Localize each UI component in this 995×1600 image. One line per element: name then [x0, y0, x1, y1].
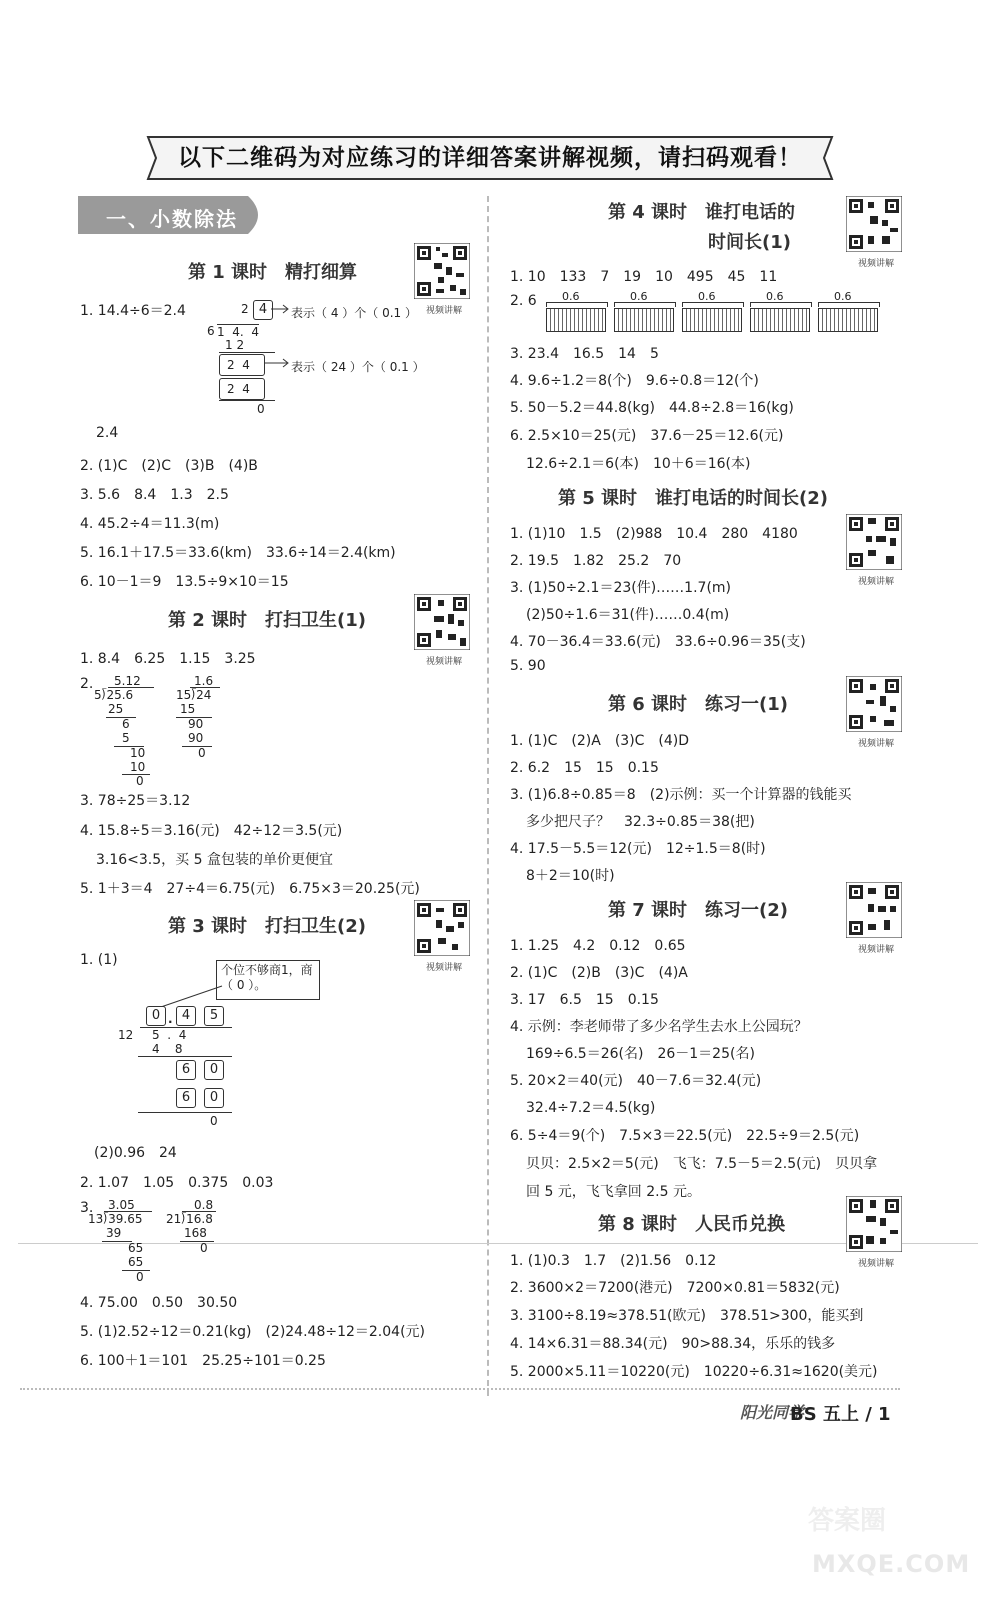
div-step: 0 — [200, 1241, 208, 1255]
fig-remainder: 0 — [210, 1114, 218, 1128]
l4-q2-label: 2. 6 — [510, 293, 537, 309]
div-step: 10 — [130, 760, 146, 774]
lesson-4-title-b: 时间长(1) — [708, 232, 791, 253]
fig-divisor: 6 — [207, 324, 215, 338]
qr-code-icon[interactable] — [846, 514, 902, 570]
l3-q4: 4. 75.00 0.50 30.50 — [80, 1295, 238, 1311]
l1-q6: 6. 10－1＝9 13.5÷9×10＝15 — [80, 574, 289, 590]
watermark-url: MXQE.COM — [812, 1550, 971, 1578]
div-dividend: 15⟌24 — [176, 688, 212, 702]
qr-code-icon[interactable] — [846, 676, 902, 732]
bar-segment — [546, 308, 606, 332]
l1-division-figure — [205, 296, 425, 416]
fig-box-quotient: 5 — [204, 1006, 224, 1026]
top-banner — [140, 133, 840, 183]
l3-q6: 6. 100＋1＝101 25.25÷101＝0.25 — [80, 1353, 326, 1369]
qr-caption: 视频讲解 — [857, 1259, 894, 1269]
qr-caption: 视频讲解 — [425, 306, 462, 316]
div-quotient: 0.8 — [194, 1198, 214, 1212]
fig-rule — [138, 1056, 232, 1057]
qr-block-4[interactable] — [846, 196, 906, 269]
l4-q5: 5. 50－5.2＝44.8(kg) 44.8÷2.8＝16(kg) — [510, 400, 794, 416]
l6-q1: 1. (1)C (2)A (3)C (4)D — [510, 733, 690, 749]
l1-q5: 5. 16.1＋17.5＝33.6(km) 33.6÷14＝2.4(km) — [80, 545, 396, 561]
div-step: 0 — [136, 774, 144, 788]
l4-bar-figure — [546, 290, 886, 336]
qr-code-icon[interactable] — [414, 900, 470, 956]
l7-q6a: 6. 5÷4＝9(个) 7.5×3＝22.5(元) 22.5÷9＝2.5(元) — [510, 1128, 860, 1144]
arrow-icon — [271, 304, 291, 314]
div-step: 5 — [122, 731, 130, 745]
l2-division-b — [176, 674, 246, 764]
qr-caption: 视频讲解 — [857, 259, 894, 269]
footer-rule — [20, 1388, 900, 1390]
l4-q1: 1. 10 133 7 19 10 495 45 11 — [510, 269, 778, 285]
bar-segment — [614, 308, 674, 332]
div-step: 168 — [184, 1226, 207, 1240]
div-dividend: 21⟌16.8 — [166, 1212, 213, 1226]
l6-q3a: 3. (1)6.8÷0.85＝8 (2)示例：买一个计算器的钱能买 — [510, 787, 852, 803]
div-step: 10 — [130, 746, 146, 760]
bar-segment-label: 0.6 — [766, 290, 784, 303]
bar-segment-label: 0.6 — [630, 290, 648, 303]
l6-q4a: 4. 17.5－5.5＝12(元) 12÷1.5＝8(时) — [510, 841, 766, 857]
lesson-4-title-a: 第 4 课时 谁打电话的 — [608, 202, 796, 223]
fig-dot: . — [168, 1012, 173, 1026]
lesson-6-title: 第 6 课时 练习一(1) — [608, 694, 789, 715]
l3-division-b — [166, 1198, 236, 1268]
unit-title: 一、小数除法 — [106, 207, 238, 231]
fig-remainder: 0 — [257, 402, 265, 416]
l4-q4: 4. 9.6÷1.2＝8(个) 9.6÷0.8＝12(个) — [510, 373, 759, 389]
l4-q6a: 6. 2.5×10＝25(元) 37.6－25＝12.6(元) — [510, 428, 784, 444]
div-step: 90 — [188, 717, 204, 731]
lesson-5-title: 第 5 课时 谁打电话的时间长(2) — [558, 488, 829, 509]
l8-q5: 5. 2000×5.11＝10220(元) 10220÷6.31≈1620(美元) — [510, 1364, 878, 1380]
fig-dividend: 5 . 4 — [152, 1028, 187, 1042]
qr-block-1[interactable] — [414, 243, 474, 316]
l1-q4: 4. 45.2÷4＝11.3(m) — [80, 516, 220, 532]
footer-brand-logo: 阳光同学 — [740, 1403, 805, 1422]
l7-q6c: 回 5 元，飞飞拿回 2.5 元。 — [526, 1184, 701, 1200]
div-rule — [108, 687, 154, 688]
bar-segment-brace — [750, 302, 812, 307]
l1-q1-answer: 2.4 — [96, 425, 119, 441]
l7-q3: 3. 17 6.5 15 0.15 — [510, 992, 659, 1008]
qr-block-7[interactable] — [846, 882, 906, 955]
fig-box-digit: 4 — [253, 300, 273, 320]
fig-divisor: 12 — [118, 1028, 134, 1042]
l2-q1: 1. 8.4 6.25 1.15 3.25 — [80, 651, 256, 667]
bar-segment-brace — [818, 302, 880, 307]
footer-grade-page: BS 五上 / 1 — [790, 1404, 891, 1425]
div-step: 90 — [188, 731, 204, 745]
lesson-7-title: 第 7 课时 练习一(2) — [608, 900, 789, 921]
bar-segment-brace — [682, 302, 744, 307]
l4-q6b: 12.6÷2.1＝6(本) 10＋6＝16(本) — [526, 456, 751, 472]
fig-box-quotient: 0 — [146, 1006, 166, 1026]
banner-text: 以下二维码为对应练习的详细答案讲解视频，请扫码观看！ — [178, 145, 802, 171]
lesson-1-title: 第 1 课时 精打细算 — [188, 262, 358, 283]
watermark-logo: 答案圈 — [808, 1506, 887, 1536]
l6-q4b: 8＋2＝10(时) — [526, 868, 615, 884]
lesson-8-title: 第 8 课时 人民币兑换 — [598, 1214, 786, 1235]
qr-block-8[interactable] — [846, 1196, 906, 1269]
div-rule — [180, 1241, 214, 1242]
qr-block-3[interactable] — [414, 900, 474, 973]
l5-q5: 5. 90 — [510, 658, 546, 674]
l7-q1: 1. 1.25 4.2 0.12 0.65 — [510, 938, 686, 954]
bar-segment-brace — [546, 302, 608, 307]
bar-segment-brace — [614, 302, 676, 307]
l6-q2: 2. 6.2 15 15 0.15 — [510, 760, 659, 776]
l2-q2-label: 2. — [80, 676, 94, 692]
qr-code-icon[interactable] — [846, 882, 902, 938]
fig-rule — [219, 400, 275, 401]
l6-q3b: 多少把尺子？ 32.3÷0.85＝38(把) — [526, 814, 755, 830]
bar-segment-label: 0.6 — [834, 290, 852, 303]
l1-q2: 2. (1)C (2)C (3)B (4)B — [80, 458, 258, 474]
unit-tab — [78, 196, 268, 234]
qr-block-6[interactable] — [846, 676, 906, 749]
div-step: 25 — [108, 702, 124, 716]
div-rule — [104, 1211, 152, 1212]
l8-q4: 4. 14×6.31＝88.34(元) 90>88.34，乐乐的钱多 — [510, 1336, 836, 1352]
div-step: 39 — [106, 1226, 122, 1240]
l2-q3: 3. 78÷25＝3.12 — [80, 793, 191, 809]
l3-q3-label: 3. — [80, 1200, 94, 1216]
fig-digit-24b: 2 4 — [227, 382, 250, 396]
bar-segment-label: 0.6 — [698, 290, 716, 303]
l3-division-a — [88, 1198, 168, 1288]
div-step: 6 — [122, 717, 130, 731]
bar-segment — [750, 308, 810, 332]
l2-q5: 5. 1＋3＝4 27÷4＝6.75(元) 6.75×3＝20.25(元) — [80, 881, 420, 897]
l3-q1b: (2)0.96 24 — [94, 1145, 177, 1161]
fig-box-quotient: 4 — [176, 1006, 196, 1026]
div-quotient: 5.12 — [114, 674, 141, 688]
bar-segment — [818, 308, 878, 332]
l2-division-a — [94, 674, 174, 788]
l2-q4b: 3.16<3.5，买 5 盒包装的单价更便宜 — [96, 852, 333, 868]
fig-box-remainder: 0 — [204, 1060, 224, 1080]
l7-q5a: 5. 20×2＝40(元) 40－7.6＝32.4(元) — [510, 1073, 762, 1089]
l3-q5: 5. (1)2.52÷12＝0.21(kg) (2)24.48÷12＝2.04(元) — [80, 1324, 425, 1340]
fig-box-remainder: 6 — [176, 1060, 196, 1080]
l4-q3: 3. 23.4 16.5 14 5 — [510, 346, 659, 362]
fig-note-box: 个位不够商1，商（ 0 ）。 — [216, 960, 320, 1000]
fig-dividend: 1 4. 4 — [217, 325, 259, 339]
div-step: 65 — [128, 1241, 144, 1255]
qr-caption: 视频讲解 — [857, 945, 894, 955]
l3-division-figure — [110, 960, 330, 1130]
l1-q1: 1. 14.4÷6＝2.4 — [80, 303, 186, 319]
div-rule — [182, 746, 212, 747]
arrow-icon — [265, 358, 291, 368]
fig-rule — [219, 352, 275, 353]
qr-caption: 视频讲解 — [425, 963, 462, 973]
fig-note-2: 表示（ 24 ）个（ 0.1 ） — [291, 360, 425, 374]
div-rule — [190, 687, 220, 688]
lesson-3-title: 第 3 课时 打扫卫生(2) — [168, 916, 367, 937]
l8-q3: 3. 3100÷8.19≈378.51(欧元) 378.51>300，能买到 — [510, 1308, 864, 1324]
qr-code-icon[interactable] — [846, 1196, 902, 1252]
fig-note-1: 表示（ 4 ）个（ 0.1 ） — [291, 306, 417, 320]
l7-q5b: 32.4÷7.2＝4.5(kg) — [526, 1100, 656, 1116]
qr-caption: 视频讲解 — [857, 577, 894, 587]
l7-q4b: 169÷6.5＝26(名) 26－1＝25(名) — [526, 1046, 755, 1062]
l3-q2: 2. 1.07 1.05 0.375 0.03 — [80, 1175, 274, 1191]
l2-q4a: 4. 15.8÷5＝3.16(元) 42÷12＝3.5(元) — [80, 823, 343, 839]
qr-code-icon[interactable] — [414, 243, 470, 299]
div-dividend: 13⟌39.65 — [88, 1212, 143, 1226]
div-step: 65 — [128, 1255, 144, 1269]
fig-digit-24a: 2 4 — [227, 358, 250, 372]
l3-q1-label: 1. (1) — [80, 952, 118, 968]
column-divider — [487, 196, 489, 1396]
qr-code-icon[interactable] — [414, 594, 470, 650]
div-step: 0 — [136, 1270, 144, 1284]
lesson-2-title: 第 2 课时 打扫卫生(1) — [168, 610, 367, 631]
fig-product: 4 8 — [152, 1042, 183, 1056]
qr-block-2[interactable] — [414, 594, 474, 667]
div-quotient: 1.6 — [194, 674, 214, 688]
bar-segment-label: 0.6 — [562, 290, 580, 303]
l8-q2: 2. 3600×2＝7200(港元) 7200×0.81＝5832(元) — [510, 1280, 840, 1296]
l7-q4a: 4. 示例：李老师带了多少名学生去水上公园玩？ — [510, 1019, 808, 1035]
l5-q3b: (2)50÷1.6＝31(件)……0.4(m) — [526, 607, 730, 623]
div-step: 0 — [198, 746, 206, 760]
l7-q6b: 贝贝：2.5×2＝5(元) 飞飞：7.5－5＝2.5(元) 贝贝拿 — [526, 1156, 878, 1172]
qr-caption: 视频讲解 — [425, 657, 462, 667]
fig-box-remainder: 0 — [204, 1088, 224, 1108]
qr-code-icon[interactable] — [846, 196, 902, 252]
div-step: 15 — [180, 702, 196, 716]
fig-digit: 2 — [241, 302, 249, 316]
fig-rule — [138, 1112, 232, 1113]
l8-q1: 1. (1)0.3 1.7 (2)1.56 0.12 — [510, 1253, 717, 1269]
div-rule — [106, 717, 136, 718]
bar-segment — [682, 308, 742, 332]
div-quotient: 3.05 — [108, 1198, 135, 1212]
qr-block-5[interactable] — [846, 514, 906, 587]
l7-q2: 2. (1)C (2)B (3)C (4)A — [510, 965, 688, 981]
div-rule — [182, 1211, 216, 1212]
fig-box-remainder: 6 — [176, 1088, 196, 1108]
l5-q1: 1. (1)10 1.5 (2)988 10.4 280 4180 — [510, 526, 798, 542]
l5-q4: 4. 70－36.4＝33.6(元) 33.6÷0.96＝35(支) — [510, 634, 806, 650]
l1-q3: 3. 5.6 8.4 1.3 2.5 — [80, 487, 229, 503]
l5-q2: 2. 19.5 1.82 25.2 70 — [510, 553, 682, 569]
div-dividend: 5⟌25.6 — [94, 688, 134, 702]
qr-caption: 视频讲解 — [857, 739, 894, 749]
l5-q3a: 3. (1)50÷2.1＝23(件)……1.7(m) — [510, 580, 732, 596]
fig-product: 1 2 — [225, 338, 245, 352]
